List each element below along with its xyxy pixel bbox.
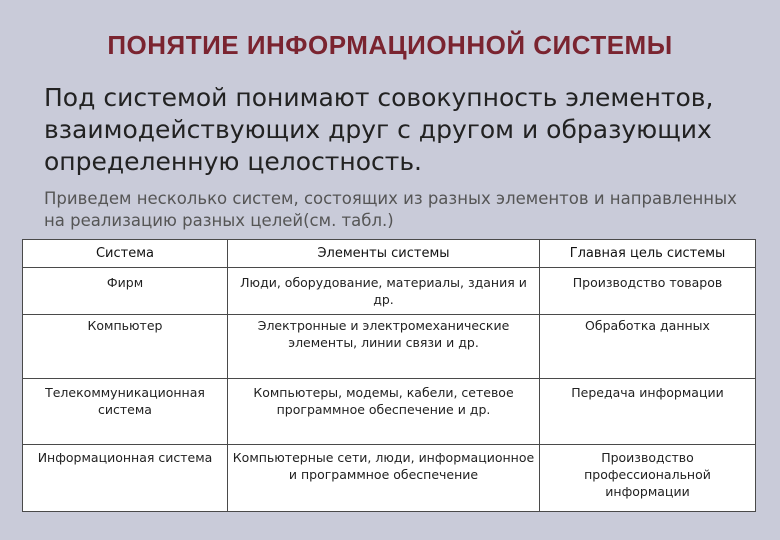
header-elements: Элементы системы — [228, 240, 540, 268]
header-main-goal: Главная цель системы — [540, 240, 756, 268]
table-row — [23, 268, 756, 315]
cell-goal: Передача информации — [540, 379, 756, 445]
cell-elements: Люди, оборудование, материалы, здания и др. — [228, 268, 540, 315]
cell-elements: Компьютерные сети, люди, информационное и программное обеспечение — [228, 445, 540, 512]
table-header-row — [23, 240, 756, 268]
cell-system: Телекоммуникационная система — [23, 379, 228, 445]
systems-table — [22, 239, 756, 512]
table-row — [23, 315, 756, 379]
cell-system: Фирм — [23, 268, 228, 315]
table-intro-text: Приведем несколько систем, состоящих из разных элементов и направленных на реализацию разных целей(см. табл.) — [44, 189, 737, 230]
cell-system: Компьютер — [23, 315, 228, 379]
slide-title: ПОНЯТИЕ ИНФОРМАЦИОННОЙ СИСТЕМЫ — [107, 30, 673, 60]
cell-goal: Производство профессиональной информации — [540, 445, 756, 512]
table-row — [23, 379, 756, 445]
cell-system: Информационная система — [23, 445, 228, 512]
cell-goal: Обработка данных — [540, 315, 756, 379]
cell-elements: Компьютеры, модемы, кабели, сетевое программное обеспечение и др. — [228, 379, 540, 445]
cell-goal: Производство товаров — [540, 268, 756, 315]
cell-elements: Электронные и электромеханические элементы, линии связи и др. — [228, 315, 540, 379]
table-row — [23, 445, 756, 512]
header-system: Система — [23, 240, 228, 268]
definition-text: Под системой понимают совокупность элементов, взаимодействующих друг с другом и образующих определенную целостность. — [44, 83, 714, 176]
